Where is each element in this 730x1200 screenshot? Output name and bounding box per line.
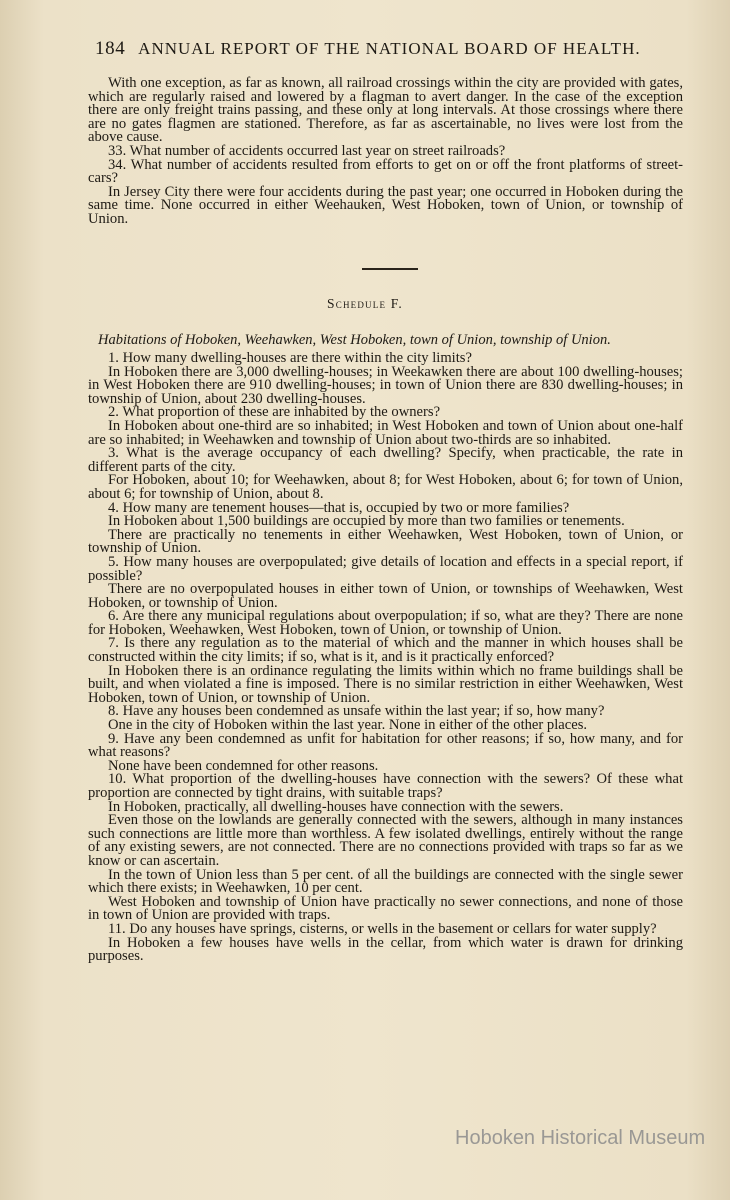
- question: 34. What number of accidents resulted from efforts to get on or off the front platforms of street-cars?: [88, 156, 683, 187]
- schedule-heading: Schedule F.: [327, 296, 403, 311]
- schedule-body: [88, 352, 683, 964]
- paragraph: In Jersey City there were four accidents during the past year; one occurred in Hoboken during the same time. None occurred in either Weehauken, West Hoboken, town of Union, or township of Union.: [88, 183, 683, 227]
- answer: In Hoboken, practically, all dwelling-houses have connection with the sewers.: [108, 798, 564, 815]
- answer: Even those on the lowlands are generally connected with the sewers, although in many instances such connections are little more than worthless. A few isolated dwellings, entirely without the range of any existing sewers, are not connected. There are no connections provided with traps so far as we know or can ascertain.: [88, 812, 683, 869]
- question: 8. Have any houses been condemned as unsafe within the last year; if so, how many?: [108, 703, 605, 720]
- question: 3. What is the average occupancy of each dwelling? Specify, when practicable, the rate in different parts of the city.: [88, 445, 683, 475]
- answer: There are practically no tenements in either Weehawken, West Hoboken, town of Union, or township of Union.: [88, 526, 683, 557]
- answer: In the town of Union less than 5 per cent. of all the buildings are connected with the single sewer which there exists; in Weehawken, 10 per cent.: [88, 866, 683, 897]
- running-title: ANNUAL REPORT OF THE NATIONAL BOARD OF HEALTH.: [138, 39, 641, 58]
- page-number: 184: [95, 38, 126, 59]
- schedule-subheading: Habitations of Hoboken, Weehawken, West Hoboken, town of Union, township of Union.: [98, 332, 611, 348]
- answer: There are no overpopulated houses in either town of Union, or townships of Weehawken, West Hoboken, or township of Union.: [88, 581, 683, 611]
- question: 33. What number of accidents occurred last year on street railroads?: [108, 142, 506, 159]
- question: 11. Do any houses have springs, cisterns, or wells in the basement or cellars for water supply?: [108, 920, 657, 937]
- answer: For Hoboken, about 10; for Weehawken, about 8; for West Hoboken, about 6; for town of Union, about 6; for township of Union, about 8.: [88, 472, 683, 502]
- question: 9. Have any been condemned as unfit for habitation for other reasons; if so, how many, and for what reasons?: [88, 730, 683, 761]
- museum-watermark: Hoboken Historical Museum: [455, 1127, 706, 1149]
- answer: None have been condemned for other reasons.: [108, 757, 379, 774]
- question: 7. Is there any regulation as to the material of which and the manner in which houses shall be constructed within the city limits; if so, what is it, and is it practically enforced?: [88, 635, 683, 666]
- question: 5. How many houses are overpopulated; give details of location and effects in a special report, if possible?: [88, 553, 683, 584]
- answer: In Hoboken about 1,500 buildings are occupied by more than two families or tenements.: [108, 513, 625, 530]
- answer: In Hoboken there is an ordinance regulating the limits within which no frame buildings shall be built, and when violated a fine is imposed. There is no similar restriction in either Weehawken, West Hoboken, town of Union, or township of Union.: [88, 662, 683, 706]
- answer: West Hoboken and township of Union have practically no sewer connections, and none of those in town of Union are provided with traps.: [88, 893, 683, 924]
- question: 1. How many dwelling-houses are there within the city limits?: [108, 350, 472, 366]
- answer: In Hoboken about one-third are so inhabited; in West Hoboken and town of Union about one-half are so inhabited; in Weehawken and township of Union about two-thirds are so inhabited.: [88, 417, 683, 448]
- answer: In Hoboken a few houses have wells in the cellar, from which water is drawn for drinking purposes.: [88, 934, 683, 965]
- question: 4. How many are tenement houses—that is, occupied by two or more families?: [108, 499, 570, 516]
- question: 10. What proportion of the dwelling-houses have connection with the sewers? Of these what proportion are connected by tight drains, with suitable traps?: [88, 771, 683, 801]
- question: 6. Are there any municipal regulations about overpopulation; if so, what are they? There are none for Hoboken, Weehawken, West Hoboken, town of Union, or township of Union.: [88, 608, 683, 638]
- answer: In Hoboken there are 3,000 dwelling-houses; in Weekawken there are about 100 dwelling-houses; in West Hoboken there are 910 dwelling-houses; in town of Union there are 830 dwelling-houses; in township of Union, about 230 dwelling-houses.: [88, 363, 683, 407]
- answer: One in the city of Hoboken within the last year. None in either of the other places.: [108, 717, 588, 734]
- section-divider: [362, 268, 418, 270]
- running-header: [95, 38, 695, 60]
- intro-text: [88, 77, 683, 227]
- question: 2. What proportion of these are inhabited by the owners?: [108, 404, 441, 421]
- paragraph: With one exception, as far as known, all railroad crossings within the city are provided with gates, which are regularly raised and lowered by a flagman to avert danger. In the case of the exception there are only freight trains passing, and these only at long intervals. At those crossings where there are no gates flagmen are stationed. Therefore, as far as ascertainable, no lives were lost from the above cause.: [88, 75, 683, 146]
